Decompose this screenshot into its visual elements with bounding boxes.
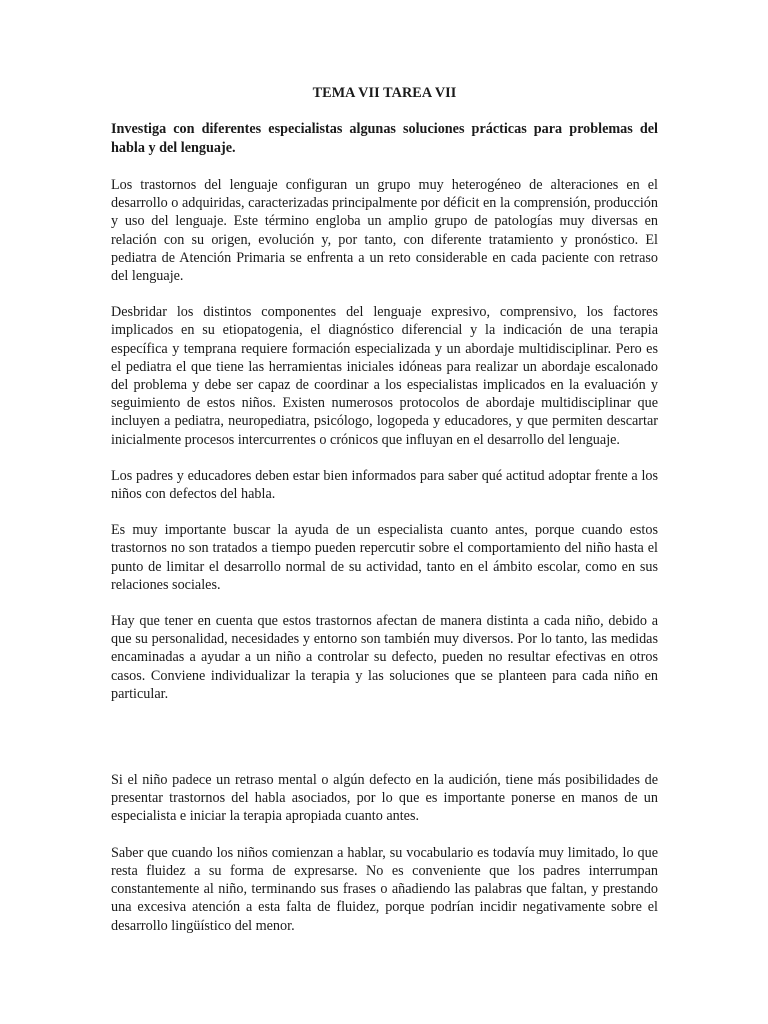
paragraph-4: Es muy importante buscar la ayuda de un especialista cuanto antes, porque cuando estos trastornos no son tratados a tiempo pueden repercutir sobre el comportamiento del niño hasta el punto de limitar el desarrollo normal de su actividad, tanto en el ámbito escolar, como en sus relaciones sociales.	[111, 522, 658, 593]
document-body	[111, 84, 658, 953]
paragraph-7: Saber que cuando los niños comienzan a hablar, su vocabulario es todavía muy limitado, lo que resta fluidez a su forma de expresarse. No es conveniente que los padres interrumpan constantemente al niño, terminando sus frases o añadiendo las palabras que faltan, y prestando una excesiva atención a esta falta de fluidez, porque podrían incidir negativamente sobre el desarrollo lingüístico del menor.	[111, 844, 658, 934]
paragraph-3: Los padres y educadores deben estar bien informados para saber qué actitud adoptar frente a los niños con defectos del habla.	[111, 467, 658, 503]
blank-gap	[111, 721, 658, 771]
paragraph-5: Hay que tener en cuenta que estos trastornos afectan de manera distinta a cada niño, debido a que su personalidad, necesidades y entorno son también muy diversos. Por lo tanto, las medidas encaminadas a ayudar a un niño a controlar su defecto, pueden no resultar efectivas en otros casos. Conviene individualizar la terapia y las soluciones que se planteen para cada niño en particular.	[111, 613, 658, 702]
assignment-question: Investiga con diferentes especialistas algunas soluciones prácticas para problemas del habla y del lenguaje.	[111, 121, 658, 156]
paragraph-1: Los trastornos del lenguaje configuran un grupo muy heterogéneo de alteraciones en el desarrollo o adquiridas, caracterizadas principalmente por déficit en la comprensión, producción y uso del lenguaje. Este término engloba un amplio grupo de patologías muy diversas en relación con su origen, evolución y, por tanto, con diferente tratamiento y pronóstico. El pediatra de Atención Primaria se enfrenta a un reto considerable en cada paciente con retraso del lenguaje.	[111, 177, 658, 285]
document-title: TEMA VII TAREA VII	[312, 85, 457, 101]
paragraph-2: Desbridar los distintos componentes del lenguaje expresivo, comprensivo, los factores implicados en su etiopatogenia, el diagnóstico diferencial y la indicación de una terapia específica y temprana requiere formación especializada y un abordaje multidisciplinar. Pero es el pediatra el que tiene las herramientas iniciales idóneas para realizar un abordaje escalonado del problema y debe ser capaz de coordinar a los especialistas implicados en la evaluación y seguimiento de estos niños. Existen numerosos protocolos de abordaje multidisciplinar que incluyen a pediatra, neuropediatra, psicólogo, logopeda y educadores, y que permiten descartar inicialmente procesos intercurrentes o crónicos que influyan en el desarrollo del lenguaje.	[111, 304, 658, 448]
paragraph-6: Si el niño padece un retraso mental o algún defecto en la audición, tiene más posibilidades de presentar trastornos del habla asociados, por lo que es importante ponerse en manos de un especialista e iniciar la terapia apropiada cuanto antes.	[111, 772, 658, 825]
